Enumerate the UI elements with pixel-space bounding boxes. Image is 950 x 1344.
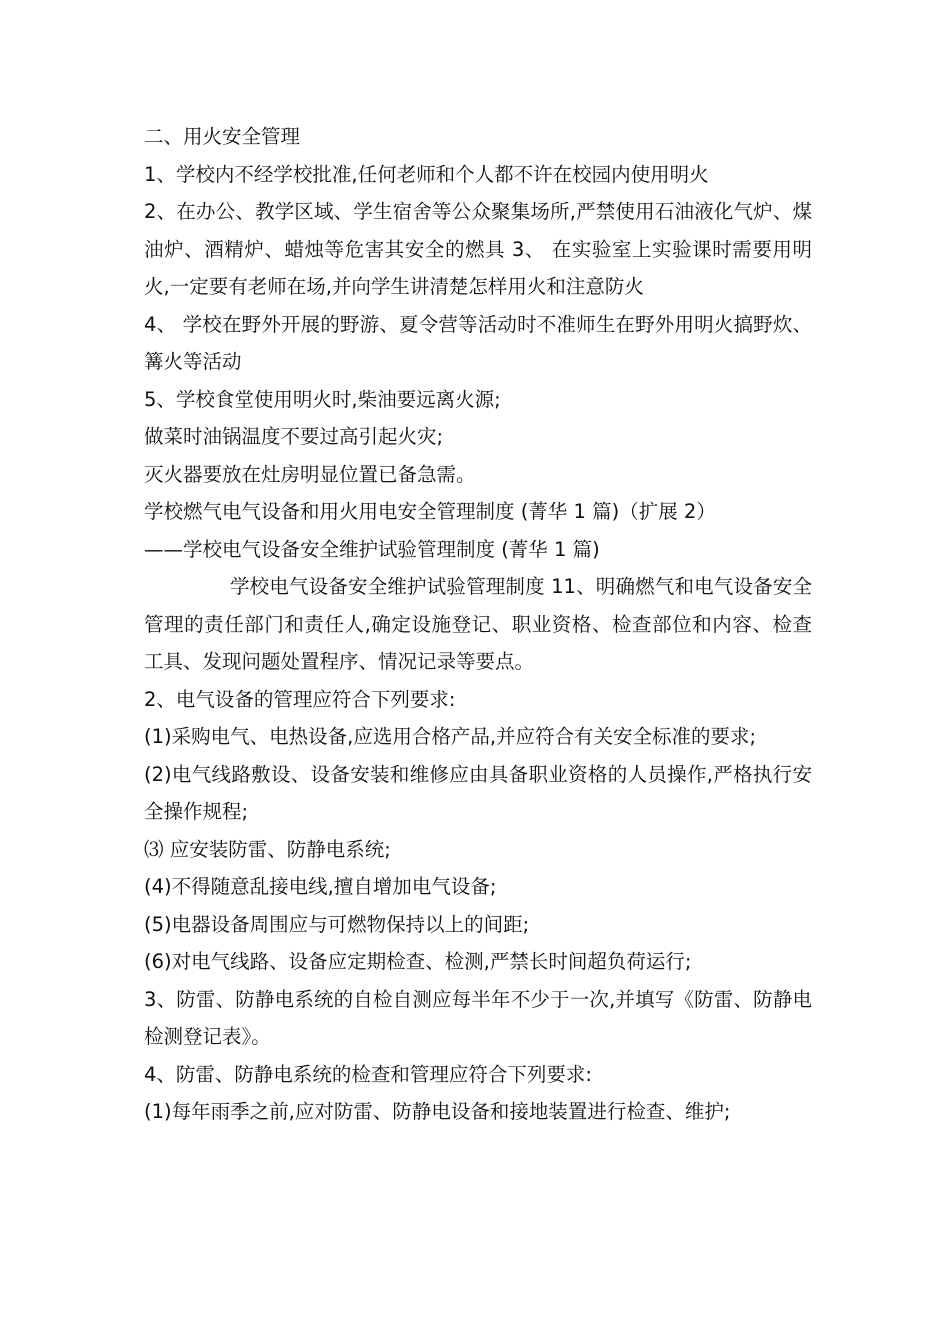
paragraph: 1、学校内不经学校批准,任何老师和个人都不许在校园内使用明火 bbox=[144, 162, 709, 186]
section-heading: 二、用火安全管理 bbox=[144, 125, 301, 148]
paragraph: 学校电气设备安全维护试验管理制度 11、明确燃气和电气设备安全管理的责任部门和责任人,确定设施登记、职业资格、检查部位和内容、检查工具、发现问题处置程序、情况记录等要点。 bbox=[144, 575, 812, 673]
paragraph: 3、防雷、防静电系统的自检自测应每半年不少于一次,并填写《防雷、防静电检测登记表》。 bbox=[144, 987, 812, 1048]
list-item: (1)每年雨季之前,应对防雷、防静电设备和接地装置进行检查、维护; bbox=[144, 1100, 731, 1123]
paragraph: 2、电气设备的管理应符合下列要求: bbox=[144, 687, 456, 711]
paragraph: 4、防雷、防静电系统的检查和管理应符合下列要求: bbox=[144, 1062, 592, 1086]
document-body bbox=[144, 118, 812, 1131]
paragraph: 2、在办公、教学区域、学生宿舍等公众聚集场所,严禁使用石油液化气炉、煤油炉、酒精炉、蜡烛等危害其安全的燃具 3、 在实验室上实验课时需要用明火,一定要有老师在场,并向学生讲清楚怎样用火和注意防火 bbox=[144, 200, 812, 298]
list-item: (5)电器设备周围应与可燃物保持以上的间距; bbox=[144, 912, 530, 936]
list-item: (2)电气线路敷设、设备安装和维修应由具备职业资格的人员操作,严格执行安全操作规程; bbox=[144, 762, 812, 823]
article-subtitle: ——学校电气设备安全维护试验管理制度 (菁华 1 篇) bbox=[144, 537, 600, 561]
paragraph: 5、学校食堂使用明火时,柴油要远离火源; bbox=[144, 387, 501, 411]
list-item: (6)对电气线路、设备应定期检查、检测,严禁长时间超负荷运行; bbox=[144, 950, 692, 973]
article-title: 学校燃气电气设备和用火用电安全管理制度 (菁华 1 篇)（扩展 2） bbox=[144, 500, 716, 523]
list-item: (4)不得随意乱接电线,擅自增加电气设备; bbox=[144, 875, 497, 898]
paragraph: 灭火器要放在灶房明显位置已备急需。 bbox=[144, 462, 476, 486]
paragraph: 做菜时油锅温度不要过高引起火灾; bbox=[144, 425, 444, 448]
paragraph: 4、 学校在野外开展的野游、夏令营等活动时不准师生在野外用明火搞野炊、篝火等活动 bbox=[144, 312, 812, 373]
list-item: (1)采购电气、电热设备,应选用合格产品,并应符合有关安全标准的要求; bbox=[144, 725, 757, 748]
list-item: ⑶ 应安装防雷、防静电系统; bbox=[144, 837, 391, 861]
